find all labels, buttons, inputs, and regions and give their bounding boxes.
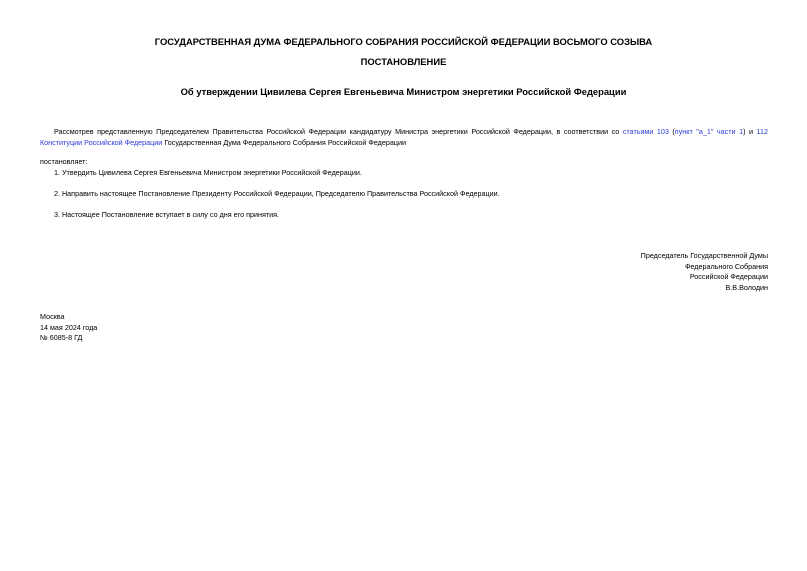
footer-date: 14 мая 2024 года [40,322,98,332]
preamble-text-2: ( [668,127,675,136]
preamble-text-4: Государственная Дума Федерального Собрания Российской Федерации [162,138,406,147]
link-constitution-112[interactable]: 112 Конституции Российской Федерации [40,127,768,147]
resolution-item-3: 3. Настоящее Постановление вступает в силу со дня его принятия. [54,210,280,219]
signature-block [641,251,768,293]
preamble-paragraph [40,126,768,148]
decides-label: постановляет: [40,157,88,166]
signature-position-line-1: Председатель Государственной Думы [640,251,768,260]
preamble-text-3: ) и [743,127,757,136]
resolution-item-1: 1. Утвердить Цивилева Сергея Евгеньевича Министром энергетики Российской Федерации. [54,168,362,177]
link-articles-103[interactable]: статьями 103 [622,127,669,136]
document-title: Об утверждении Цивилева Сергея Евгеньевича Министром энергетики Российской Федерации [180,86,627,97]
signature-position-line-3: Российской Федерации [689,272,768,281]
document-footer [40,312,97,344]
footer-number: № 6085-8 ГД [40,333,83,342]
document-type-heading: ПОСТАНОВЛЕНИЕ [360,56,447,67]
preamble-text-1: Рассмотрев представленную Председателем Правительства Российской Федерации кандидатуру Министра энергетики Российской Федерации, в соответствии со [54,127,623,136]
signature-position-line-2: Федерального Собрания [684,261,768,271]
link-point-a1-part-1[interactable]: пункт "а_1" части 1 [674,127,744,136]
resolution-item-2: 2. Направить настоящее Постановление Президенту Российской Федерации, Председателю Правительства Российской Федерации. [54,189,500,198]
footer-city: Москва [40,312,65,321]
signature-name: В.В.Володин [725,282,768,292]
issuer-heading: ГОСУДАРСТВЕННАЯ ДУМА ФЕДЕРАЛЬНОГО СОБРАНИЯ РОССИЙСКОЙ ФЕДЕРАЦИИ ВОСЬМОГО СОЗЫВА [154,36,653,47]
